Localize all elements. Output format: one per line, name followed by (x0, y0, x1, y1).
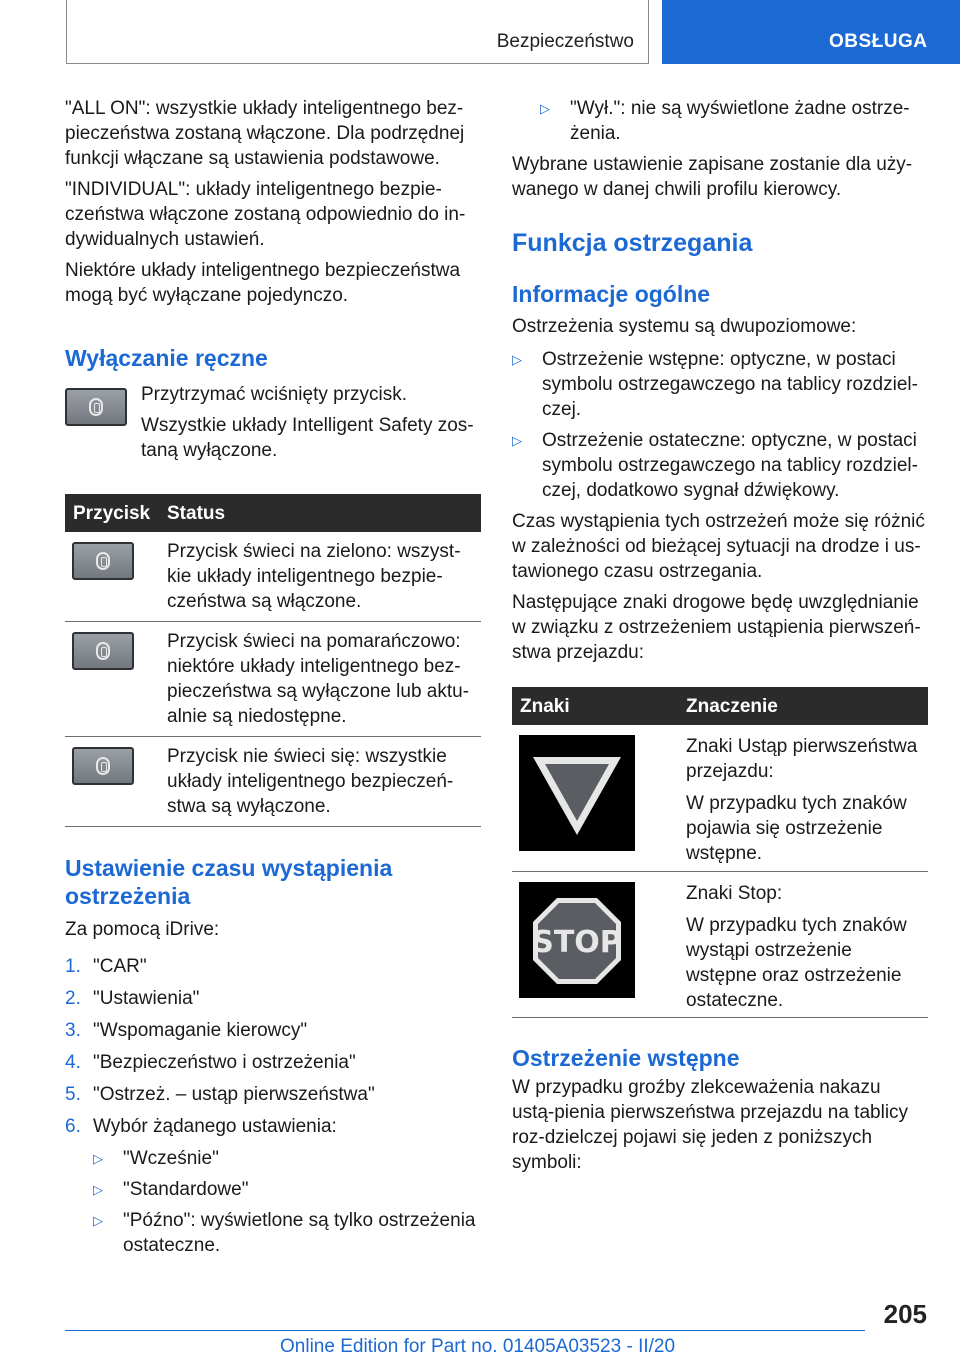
step-number: 4. (65, 1052, 81, 1073)
step-text: "Ustawienia" (93, 988, 200, 1009)
stop-sign-label: STOP (532, 925, 622, 960)
pre-warning-heading: Ostrzeżenie wstępne (512, 1045, 740, 1071)
saved-paragraph: Wybrane ustawienie zapisane zostanie dla uży-wanego w danej chwili profilu kierowcy. (512, 154, 913, 200)
header-tab (662, 0, 960, 64)
option-text: "Wcześnie" (123, 1148, 219, 1169)
step-text: "Bezpieczeństwo i ostrzeżenia" (93, 1052, 356, 1073)
step-text: "Wspomaganie kierowcy" (93, 1020, 308, 1041)
safety-button-icon (89, 398, 103, 416)
two-level-text: Ostrzeżenia systemu są dwupoziomowe: (512, 316, 857, 337)
yield-sign-meaning: W przypadku tych znaków pojawia się ostrzeżenie wstępne. (686, 793, 907, 864)
step-item (65, 1018, 481, 1043)
table-row (65, 622, 481, 737)
step-text: Wybór żądanego ustawienia: (93, 1116, 337, 1137)
header-section-box (66, 0, 649, 64)
bullet-triangle-icon: ▷ (540, 101, 550, 116)
option-item (93, 1177, 481, 1202)
right-column (512, 96, 928, 1173)
safety-button-icon (96, 642, 110, 660)
bullet-triangle-icon: ▷ (512, 433, 522, 448)
all-off-text: Wszystkie układy Intelligent Safety zos-taną wyłączone. (141, 415, 474, 461)
step-item (65, 1082, 481, 1107)
manual-off-block (65, 382, 481, 472)
option-item (93, 1146, 481, 1171)
col-header-status: Status (167, 503, 226, 524)
step-number: 3. (65, 1020, 81, 1041)
table-row (512, 725, 928, 872)
status-table (65, 494, 481, 827)
header-section-title: Bezpieczeństwo (496, 31, 634, 52)
step-item (65, 1114, 481, 1139)
step-item (65, 986, 481, 1011)
safety-button-icon (96, 552, 110, 570)
stop-sign-icon (519, 882, 635, 998)
footer-edition: Online Edition for Part no. 01405A03523 - II/20 (280, 1336, 676, 1357)
timing-paragraph: Czas wystąpienia tych ostrzeżeń może się różnić w zależności od bieżącej sytuacji na drodze i us-tawionego czasu ostrzegania. (512, 511, 925, 582)
header-tab-label: OBSŁUGA (829, 31, 928, 52)
step-number: 6. (65, 1116, 81, 1137)
button-off-image (72, 747, 134, 785)
option-item (93, 1208, 481, 1258)
bullet-triangle-icon: ▷ (93, 1151, 103, 1166)
option-list (65, 1146, 481, 1258)
option-text: "Późno": wyświetlone są tylko ostrzeżenia ostateczne. (123, 1210, 476, 1256)
stop-sign-title: Znaki Stop: (686, 883, 783, 904)
table-row (512, 872, 928, 1018)
yield-sign-icon (519, 735, 635, 851)
col-header-signs: Znaki (520, 696, 570, 717)
status-table-header (65, 494, 481, 532)
yield-sign-image (519, 735, 635, 851)
bullet-triangle-icon: ▷ (93, 1182, 103, 1197)
footer-divider (65, 1330, 865, 1331)
col-header-meaning: Znaczenie (686, 696, 778, 717)
signs-table-header (512, 687, 928, 725)
col-header-button: Przycisk (73, 503, 151, 524)
table-row (65, 532, 481, 622)
step-number: 1. (65, 956, 81, 977)
off-option-text: "Wył.": nie są wyświetlone żadne ostrze-żenia. (570, 98, 910, 144)
step-number: 2. (65, 988, 81, 1009)
warning-item (512, 347, 924, 422)
pre-warning-section (512, 1044, 928, 1175)
idrive-intro: Za pomocą iDrive: (65, 919, 220, 940)
table-row (65, 737, 481, 827)
warning-function-heading: Funkcja ostrzegania (512, 229, 753, 257)
step-item (65, 1050, 481, 1075)
warning-time-heading: Ustawienie czasu wystąpienia ostrzeżenia (65, 855, 393, 909)
stop-sign-meaning: W przypadku tych znaków wystąpi ostrzeżenie wstępne oraz ostrzeżenie ostateczne. (686, 915, 907, 1011)
bullet-triangle-icon: ▷ (93, 1213, 103, 1228)
warning-item (512, 428, 924, 503)
manual-off-heading: Wyłączanie ręczne (65, 345, 268, 371)
step-text: "Ostrzeż. – ustąp pierwszeństwa" (93, 1084, 375, 1105)
step-item (65, 954, 481, 979)
status-green-text: Przycisk świeci na zielono: wszyst-kie układy inteligentnego bezpie-czeństwa są włączone. (167, 541, 461, 612)
left-column (65, 96, 481, 1256)
safety-button-icon (96, 757, 110, 775)
signs-intro-paragraph: Następujące znaki drogowe będę uwzględnianie w związku z ostrzeżeniem ustąpienia pierwszeń-stwa przejazdu: (512, 592, 921, 663)
stop-sign-image (519, 882, 635, 998)
yield-sign-title: Znaki Ustąp pierwszeństwa przejazdu: (686, 736, 918, 782)
general-info-heading: Informacje ogólne (512, 281, 711, 307)
button-green-image (72, 542, 134, 580)
hold-instruction: Przytrzymać wciśnięty przycisk. (141, 384, 408, 405)
time-section (65, 854, 481, 1264)
safety-button-image (65, 388, 127, 426)
separate-paragraph: Niektóre układy inteligentnego bezpieczeństwa mogą być wyłączane pojedynczo. (65, 260, 461, 306)
bullet-triangle-icon: ▷ (512, 352, 522, 367)
option-text: "Standardowe" (123, 1179, 249, 1200)
status-off-text: Przycisk nie świeci się: wszystkie układy inteligentnego bezpieczeń-stwa są wyłączone. (167, 746, 454, 817)
step-text: "CAR" (93, 956, 147, 977)
status-orange-text: Przycisk świeci na pomarańczowo: niektóre układy inteligentnego bez-pieczeństwa są wyłączone lub aktu-alnie są niedostępne. (167, 631, 470, 727)
warning-pre-text: Ostrzeżenie wstępne: optyczne, w postaci symbolu ostrzegawczego na tablicy rozdziel-czej. (542, 349, 918, 420)
all-on-paragraph: "ALL ON": wszystkie układy inteligentnego bez-pieczeństwa zostaną włączone. Dla podrzędnej funkcji włączane są ustawienia podstawowe. (65, 98, 465, 169)
warning-final-text: Ostrzeżenie ostateczne: optyczne, w postaci symbolu ostrzegawczego na tablicy rozdziel-czej, dodatkowo sygnał dźwiękowy. (542, 430, 918, 501)
individual-paragraph: "INDIVIDUAL": układy inteligentnego bezpie-czeństwa włączone zostaną odpowiednio do in-dywidualnych ustawień. (65, 179, 466, 250)
page-number: 205 (883, 1299, 927, 1329)
button-orange-image (72, 632, 134, 670)
pre-warning-text: W przypadku groźby zlekceważenia nakazu ustą-pienia pierwszeństwa przejazdu na tablicy roz-dzielczej pojawi się jeden z poniższych symboli: (512, 1077, 909, 1173)
signs-table (512, 687, 928, 1018)
step-number: 5. (65, 1084, 81, 1105)
option-item (540, 96, 928, 146)
